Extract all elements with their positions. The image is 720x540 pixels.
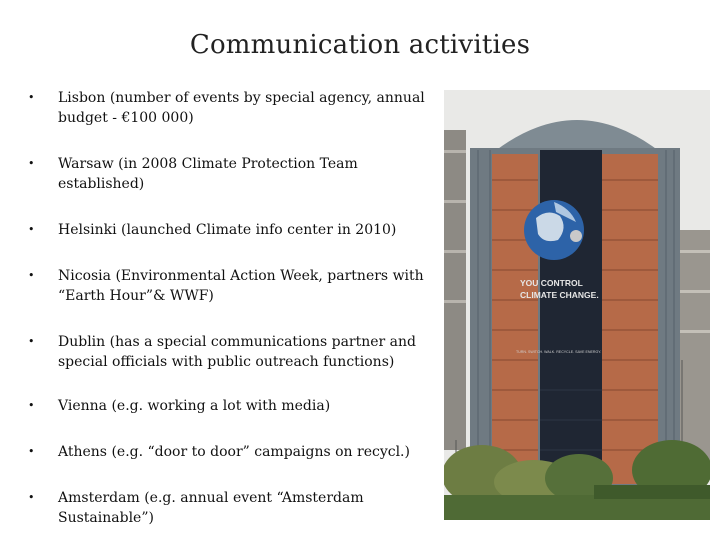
bullet-text: Lisbon (number of events by special agency, annual budget - €100 000) xyxy=(58,90,425,126)
bullet-item-warsaw xyxy=(22,154,442,194)
bullet-text: Vienna (e.g. working a lot with media) xyxy=(58,398,331,414)
banner-text-line1: YOU CONTROL xyxy=(520,278,583,288)
facade-right xyxy=(602,154,658,484)
bullet-dot-icon: • xyxy=(28,491,35,504)
bullet-item-dublin xyxy=(22,332,442,372)
bullet-text: Amsterdam (e.g. annual event “Amsterdam Sustainable”) xyxy=(58,490,364,526)
bullet-dot-icon: • xyxy=(28,91,35,104)
bullet-dot-icon: • xyxy=(28,223,35,236)
bullet-item-nicosia xyxy=(22,266,442,306)
bullet-item-athens xyxy=(22,442,442,462)
bullet-text: Warsaw (in 2008 Climate Protection Team established) xyxy=(58,156,358,192)
bullet-item-vienna xyxy=(22,396,442,416)
bullet-text: Helsinki (launched Climate info center in 2010) xyxy=(58,222,397,238)
bullet-dot-icon: • xyxy=(28,335,35,348)
right-wing xyxy=(678,230,710,470)
climate-banner xyxy=(540,150,602,480)
banner-small-text: TURN. SWITCH. WALK. RECYCLE. SAVE ENERGY. xyxy=(516,350,602,354)
bullet-item-amsterdam xyxy=(22,488,442,528)
left-wing xyxy=(444,130,466,450)
bullet-item-helsinki xyxy=(22,220,442,240)
bullet-item-lisbon xyxy=(22,88,442,128)
bullet-dot-icon: • xyxy=(28,445,35,458)
moon-icon xyxy=(570,230,582,242)
building-photo xyxy=(444,90,710,520)
facade-left xyxy=(492,154,538,484)
bullet-text: Nicosia (Environmental Action Week, partners with “Earth Hour”& WWF) xyxy=(58,268,424,304)
bullet-dot-icon: • xyxy=(28,399,35,412)
bullet-dot-icon: • xyxy=(28,157,35,170)
bullet-text: Dublin (has a special communications partner and special officials with public outreach functions) xyxy=(58,334,417,370)
bullet-dot-icon: • xyxy=(28,269,35,282)
bullet-text: Athens (e.g. “door to door” campaigns on recycl.) xyxy=(58,444,410,460)
banner-text-line2: CLIMATE CHANGE. xyxy=(520,290,599,300)
slide-title: Communication activities xyxy=(189,30,531,60)
